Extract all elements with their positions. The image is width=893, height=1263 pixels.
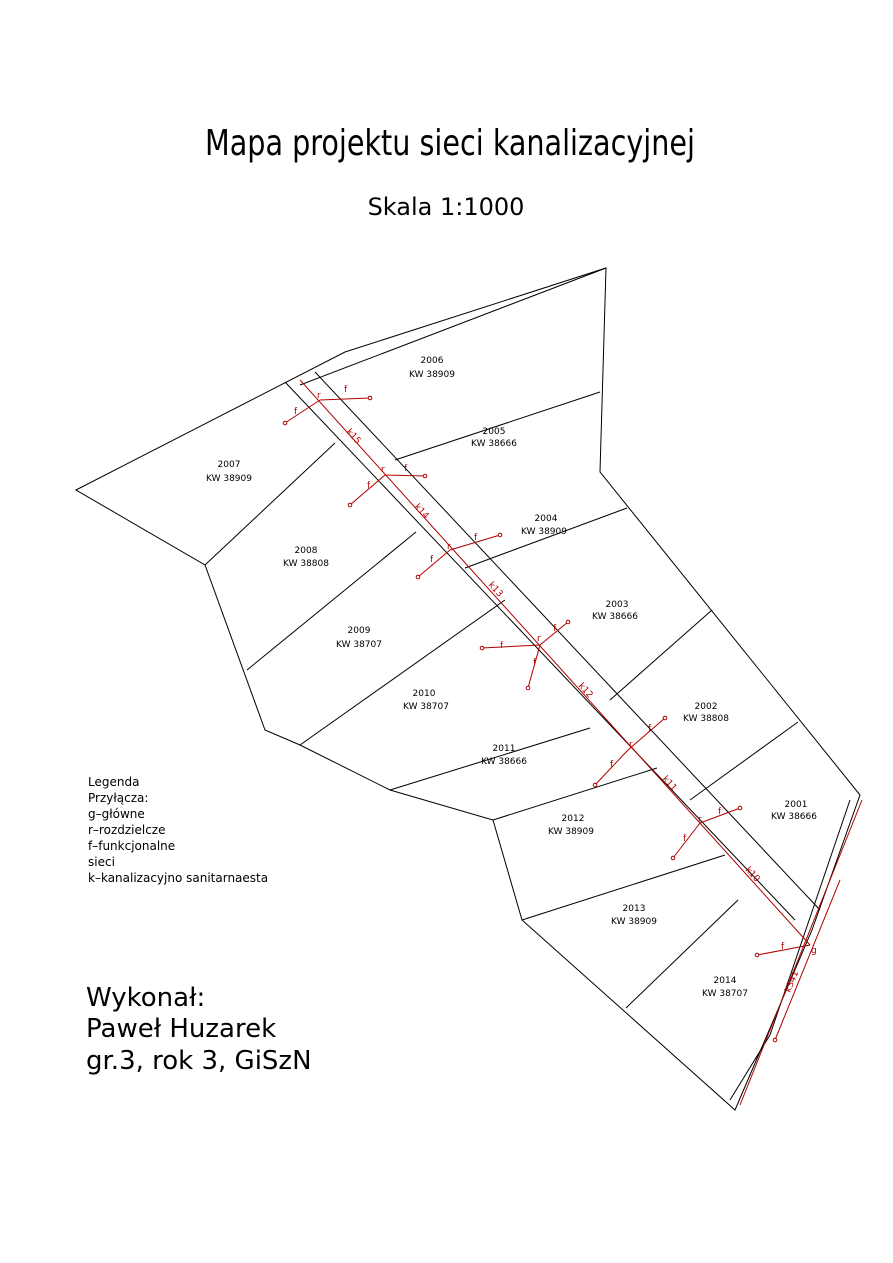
collector-line — [740, 800, 862, 1105]
conn-letter-f: f — [430, 555, 434, 565]
parcel-2005 — [471, 427, 517, 449]
svg-text:2013: 2013 — [622, 904, 646, 914]
parcel-2012 — [548, 814, 594, 837]
author-group: gr.3, rok 3, GiSzN — [86, 1046, 312, 1076]
svg-text:2010: 2010 — [412, 689, 436, 699]
conn-letter-f: f — [533, 658, 537, 668]
conn-letter-r: r — [447, 542, 451, 552]
author-label: Wykonał: — [86, 983, 206, 1013]
svg-text:KW 38666: KW 38666 — [471, 439, 517, 449]
legend-heading: Legenda — [88, 775, 140, 789]
svg-text:2006: 2006 — [420, 356, 444, 366]
legend-subheading: Przyłącza: — [88, 791, 149, 805]
conn-letter-r: r — [698, 815, 702, 825]
parcel-2009 — [336, 626, 382, 650]
connection-branches — [285, 398, 840, 1040]
author-block — [86, 983, 312, 1076]
pipe-label-k14: k14 — [411, 502, 431, 522]
svg-text:2007: 2007 — [217, 460, 241, 470]
svg-text:KW 38707: KW 38707 — [403, 702, 449, 712]
legend-item: g–główne — [88, 807, 145, 821]
svg-text:2003: 2003 — [605, 600, 629, 610]
pipe-label-k341: k341 — [783, 969, 802, 995]
main-sewer-line — [300, 380, 810, 945]
svg-text:2009: 2009 — [347, 626, 371, 636]
conn-letter-f: f — [367, 481, 371, 491]
conn-letter-r: r — [629, 740, 633, 750]
parcel-2001 — [771, 800, 817, 822]
parcel-2004 — [521, 514, 567, 537]
parcel-2010 — [403, 689, 449, 712]
pipe-label-k13: k13 — [485, 580, 505, 600]
boundary-line — [493, 768, 657, 820]
conn-letter-f: f — [474, 533, 478, 543]
pipe-label-k10: k10 — [742, 865, 762, 885]
svg-text:2011: 2011 — [492, 744, 516, 754]
svg-text:2012: 2012 — [561, 814, 585, 824]
boundary-line — [610, 610, 712, 700]
svg-text:KW 38707: KW 38707 — [702, 989, 748, 999]
svg-text:KW 38666: KW 38666 — [592, 612, 638, 622]
parcel-2002 — [683, 702, 729, 724]
svg-text:KW 38666: KW 38666 — [771, 812, 817, 822]
svg-text:2005: 2005 — [482, 427, 506, 437]
author-name: Paweł Huzarek — [86, 1014, 277, 1044]
conn-letter-r: r — [381, 465, 385, 475]
svg-text:KW 38707: KW 38707 — [336, 640, 382, 650]
parcel-2007 — [206, 460, 252, 484]
map-title: Mapa projektu sieci kanalizacyjnej — [205, 123, 695, 164]
svg-text:2001: 2001 — [784, 800, 808, 810]
conn-letter-f: f — [294, 407, 298, 417]
legend-item: k–kanalizacyjno sanitarnaesta — [88, 871, 269, 885]
conn-letter-f: f — [500, 641, 504, 651]
conn-letter-f: f — [553, 624, 557, 634]
conn-letter-r: r — [317, 391, 321, 401]
boundary-line — [300, 600, 505, 745]
conn-letter-f: f — [404, 464, 408, 474]
svg-text:KW 38909: KW 38909 — [409, 370, 455, 380]
svg-text:KW 38808: KW 38808 — [683, 714, 729, 724]
road-edge — [285, 382, 795, 920]
svg-text:KW 38909: KW 38909 — [521, 527, 567, 537]
parcel-2014 — [702, 976, 748, 999]
pipe-label-k15: k15 — [343, 427, 363, 447]
boundary-line — [247, 532, 416, 670]
conn-letter-f: f — [718, 807, 722, 817]
legend-item: f–funkcjonalne — [88, 839, 176, 853]
conn-letter-f: f — [344, 385, 348, 395]
conn-letter-r: r — [537, 634, 541, 644]
svg-text:KW 38666: KW 38666 — [481, 757, 527, 767]
boundary-line — [300, 268, 606, 385]
map-scale: Skala 1:1000 — [367, 193, 525, 221]
legend-item: sieci — [88, 855, 115, 869]
svg-text:KW 38808: KW 38808 — [283, 559, 329, 569]
conn-letter-f: f — [610, 760, 614, 770]
pipe-label-k11: k11 — [659, 774, 679, 794]
conn-letter-g: g — [811, 946, 817, 956]
svg-text:2008: 2008 — [294, 546, 318, 556]
boundary-line — [395, 392, 600, 460]
pipe-label-k12: k12 — [575, 681, 595, 701]
conn-letter-f: f — [648, 724, 652, 734]
svg-text:2014: 2014 — [713, 976, 737, 986]
svg-text:KW 38909: KW 38909 — [611, 917, 657, 927]
parcel-2008 — [283, 546, 329, 569]
svg-text:2002: 2002 — [694, 702, 718, 712]
legend-item: r–rozdzielcze — [88, 823, 166, 837]
svg-text:KW 38909: KW 38909 — [548, 827, 594, 837]
connection-labels — [294, 385, 817, 956]
conn-letter-f: f — [781, 942, 785, 952]
parcel-2013 — [611, 904, 657, 927]
parcel-2011 — [481, 744, 527, 767]
conn-letter-f: f — [683, 834, 687, 844]
parcel-2006 — [409, 356, 455, 380]
parcel-2003 — [592, 600, 638, 622]
svg-text:KW 38909: KW 38909 — [206, 474, 252, 484]
legend — [88, 775, 268, 885]
svg-text:2004: 2004 — [534, 514, 558, 524]
parcel-labels — [206, 356, 817, 999]
